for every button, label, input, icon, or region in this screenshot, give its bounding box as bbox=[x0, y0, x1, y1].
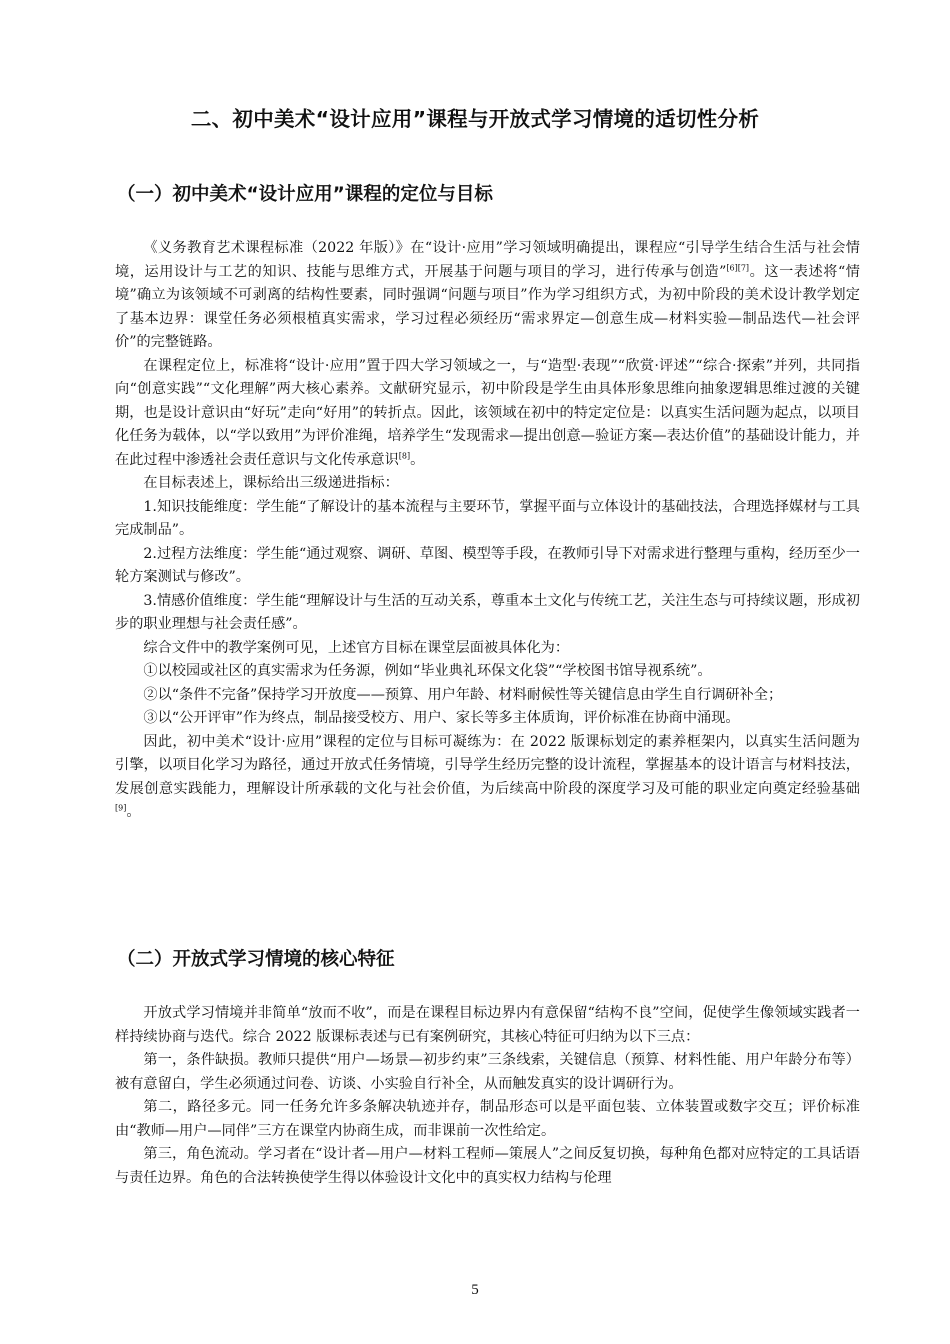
paragraph: 第三，角色流动。学习者在“设计者—用户—材料工程师—策展人”之间反复切换，每种角色都对应特定的工具话语与责任边界。角色的合法转换使学生得以体验设计文化中的真实权力结构与伦理 bbox=[115, 1146, 860, 1186]
list-item: ②以“条件不完备”保持学习开放度——预算、用户年龄、材料耐候性等关键信息由学生自行调研补全； bbox=[143, 686, 783, 703]
citation-ref: [8] bbox=[398, 450, 411, 460]
paragraph-text: 。 bbox=[410, 451, 425, 468]
section-title: 二、初中美术“设计应用”课程与开放式学习情境的适切性分析 bbox=[190, 107, 760, 131]
list-item: 2.过程方法维度：学生能“通过观察、调研、草图、模型等手段，在教师引导下对需求进行整理与重构，经历至少一轮方案测试与修改”。 bbox=[115, 545, 860, 585]
paragraph: 第一，条件缺损。教师只提供“用户—场景—初步约束”三条线索，关键信息（预算、材料性能、用户年龄分布等）被有意留白，学生必须通过问卷、访谈、小实验自行补全，从而触发真实的设计调研行为。 bbox=[115, 1052, 860, 1092]
paragraph: 在目标表述上，课标给出三级递进指标： bbox=[143, 475, 399, 491]
paragraph: 开放式学习情境并非简单“放而不收”，而是在课程目标边界内有意保留“结构不良”空间，促使学生像领域实践者一样持续协商与迭代。综合 2022 版课标表述与已有案例研究，其核心特征可归纳为以下三点： bbox=[115, 1005, 860, 1045]
list-item: 3.情感价值维度：学生能“理解设计与生活的互动关系，尊重本土文化与传统工艺，关注生态与可持续议题，形成初步的职业理想与社会责任感”。 bbox=[115, 592, 860, 632]
paragraph: 第二，路径多元。同一任务允许多条解决轨迹并存，制品形态可以是平面包装、立体装置或数字交互；评价标准由“教师—用户—同伴”三方在课堂内协商生成，而非课前一次性给定。 bbox=[115, 1099, 860, 1139]
subsection-2-body bbox=[115, 1002, 860, 1190]
paragraph-text: 《义务教育艺术课程标准（2022 年版）》在“设计·应用”学习领域明确提出，课程应“引导学生结合生活与社会情境，运用设计与工艺的知识、技能与思维方式，开展基于问题与项目的学习，进行传承与创造” bbox=[115, 240, 860, 280]
subsection-2-title: （二）开放式学习情境的核心特征 bbox=[117, 949, 395, 970]
subsection-1-title: （一）初中美术“设计应用”课程的定位与目标 bbox=[117, 184, 493, 205]
list-item: ③以“公开评审”作为终点，制品接受校方、用户、家长等多主体质询，评价标准在协商中涌现。 bbox=[143, 710, 740, 726]
list-item: 1.知识技能维度：学生能“了解设计的基本流程与主要环节，掌握平面与立体设计的基础技法，合理选择媒材与工具完成制品”。 bbox=[115, 498, 860, 538]
subsection-1-body bbox=[115, 237, 860, 825]
paragraph-text: 。这一表述将“情境”确立为该领域不可剥离的结构性要素，同时强调“问题与项目”作为学习组织方式，为初中阶段的美术设计教学划定了基本边界：课堂任务必须根植真实需求，学习过程必须经历“需求界定—创意生成—材料实验—制品迭代—社会评价”的完整链路。 bbox=[115, 263, 860, 350]
paragraph bbox=[115, 237, 860, 355]
paragraph bbox=[115, 731, 860, 825]
page-number: 5 bbox=[471, 1282, 479, 1298]
paragraph-text: 因此，初中美术“设计·应用”课程的定位与目标可凝练为：在 2022 版课标划定的素养框架内，以真实生活问题为引擎，以项目化学习为路径，通过开放式任务情境，引导学生经历完整的设计流程，掌握基本的设计语言与材料技法，发展创意实践能力，理解设计所承载的文化与社会价值，为后续高中阶段的深度学习及可能的职业定向奠定经验基础 bbox=[115, 733, 860, 797]
paragraph: 综合文件中的教学案例可见，上述官方目标在课堂层面被具体化为： bbox=[143, 639, 570, 656]
citation-ref: [9] bbox=[115, 803, 127, 813]
citation-ref: [6][7] bbox=[726, 262, 750, 272]
paragraph bbox=[115, 355, 860, 473]
paragraph-text: 在课程定位上，标准将“设计·应用”置于四大学习领域之一，与“造型·表现”“欣赏·评述”“综合·探索”并列，共同指向“创意实践”“文化理解”两大核心素养。文献研究显示，初中阶段是学生由具体形象思维向抽象逻辑思维过渡的关键期，也是设计意识由“好玩”走向“好用”的转折点。因此，该领域在初中的特定定位是：以真实生活问题为起点，以项目化任务为载体，以“学以致用”为评价准绳，培养学生“发现需求—提出创意—验证方案—表达价值”的基础设计能力，并在此过程中渗透社会责任意识与文化传承意识 bbox=[115, 357, 860, 468]
paragraph-text: 。 bbox=[126, 804, 141, 820]
list-item: ①以校园或社区的真实需求为任务源，例如“毕业典礼环保文化袋”“学校图书馆导视系统”。 bbox=[143, 663, 712, 679]
